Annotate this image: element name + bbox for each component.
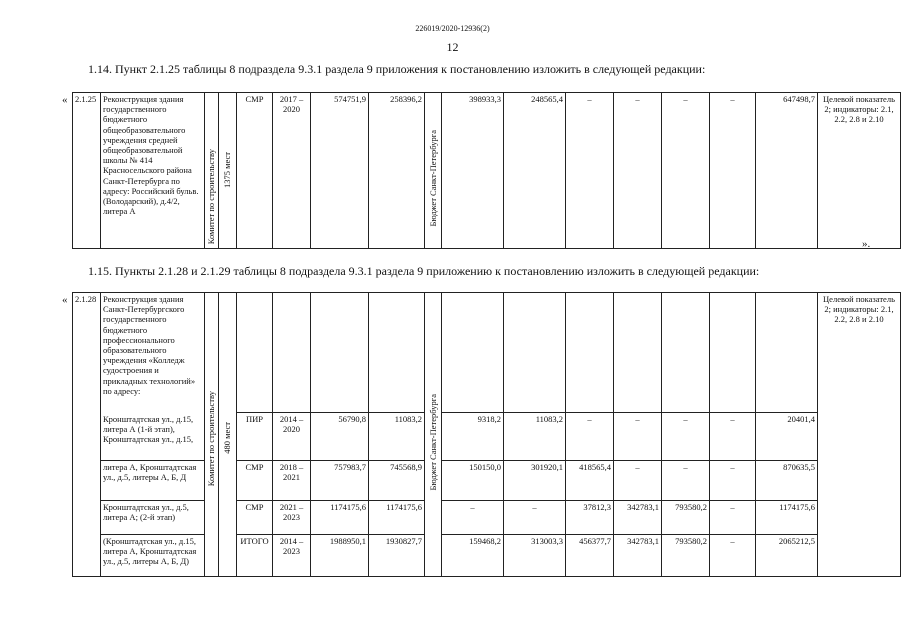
- value-cell: 313003,3: [504, 535, 566, 577]
- table-2-1-25: [72, 92, 901, 249]
- address-cell: Кронштадтская ул., д.5, литера А; (2-й этап): [101, 501, 205, 535]
- table-row: [73, 413, 901, 461]
- capacity-cell: 480 мест: [219, 293, 237, 577]
- value-cell: 456377,7: [566, 535, 614, 577]
- value-cell: 11083,2: [504, 413, 566, 461]
- period-cell: 2014 – 2023: [273, 535, 311, 577]
- table-row: [73, 501, 901, 535]
- value-cell: 159468,2: [442, 535, 504, 577]
- empty-cell: [756, 293, 818, 413]
- stage-cell: ИТОГО: [237, 535, 273, 577]
- empty-cell: [504, 293, 566, 413]
- budget-cell: Бюджет Санкт-Петербурга: [425, 93, 442, 249]
- empty-cell: [311, 293, 369, 413]
- section-heading-1-14: 1.14. Пункт 2.1.25 таблицы 8 подраздела 9.3.1 раздела 9 приложения к постановлению изложить в следующей редакции:: [88, 62, 706, 76]
- value-cell: –: [504, 501, 566, 535]
- value-cell: –: [710, 501, 756, 535]
- item-description: Реконструкция здания Санкт-Петербургского государственного бюджетного профессионального образовательного учреждения «Колледж судостроения и прикладных технологий» по адресу:: [101, 293, 205, 413]
- value-cell: –: [710, 461, 756, 501]
- section-heading-1-15: 1.15. Пункты 2.1.28 и 2.1.29 таблицы 8 подраздела 9.3.1 раздела 9 приложению к постановлению изложить в следующей редакции:: [88, 264, 760, 278]
- value-cell: 1988950,1: [311, 535, 369, 577]
- item-description: Реконструкция здания государственного бюджетного общеобразовательного учреждения средней общеобразовательной школы № 414 Красносельского района Санкт-Петербурга по адресу: Российский бульв. (Володарский), д.4/2, литера А: [101, 93, 205, 249]
- address-cell: Кронштадтская ул., д.15, литера А (1-й этап), Кронштадтская ул., д.15,: [101, 413, 205, 461]
- period-cell: 2014 – 2020: [273, 413, 311, 461]
- stage-cell: СМР: [237, 93, 273, 249]
- value-cell: 342783,1: [614, 535, 662, 577]
- item-number: 2.1.25: [73, 93, 101, 249]
- value-cell: 301920,1: [504, 461, 566, 501]
- table-row: [73, 535, 901, 577]
- value-cell: 793580,2: [662, 535, 710, 577]
- table-row: [73, 461, 901, 501]
- empty-cell: [237, 293, 273, 413]
- empty-cell: [273, 293, 311, 413]
- value-cell: 37812,3: [566, 501, 614, 535]
- value-cell: –: [614, 413, 662, 461]
- value-cell: 1930827,7: [369, 535, 425, 577]
- value-cell: –: [566, 93, 614, 249]
- value-cell: 11083,2: [369, 413, 425, 461]
- total-cell: 2065212,5: [756, 535, 818, 577]
- value-cell: 745568,9: [369, 461, 425, 501]
- item-number: 2.1.28: [73, 293, 101, 577]
- value-cell: 793580,2: [662, 501, 710, 535]
- open-quote-2: «: [62, 294, 68, 306]
- target-cell: Целевой показатель 2; индикаторы: 2.1, 2.2, 2.8 и 2.10: [818, 293, 901, 577]
- total-cell: 647498,7: [756, 93, 818, 249]
- empty-cell: [442, 293, 504, 413]
- value-cell: 9318,2: [442, 413, 504, 461]
- value-cell: 56790,8: [311, 413, 369, 461]
- page-number: 12: [446, 40, 459, 54]
- value-cell: –: [662, 461, 710, 501]
- value-cell: –: [710, 413, 756, 461]
- period-cell: 2021 – 2023: [273, 501, 311, 535]
- target-cell: Целевой показатель 2; индикаторы: 2.1, 2.2, 2.8 и 2.10: [818, 93, 901, 249]
- value-cell: 574751,9: [311, 93, 369, 249]
- address-cell: (Кронштадтская ул., д.15, литера А, Кронштадтская ул., д.5, литеры А, Б, Д): [101, 535, 205, 577]
- close-quote-1: ».: [862, 238, 871, 250]
- agency-cell: Комитет по строительству: [205, 93, 219, 249]
- value-cell: –: [710, 535, 756, 577]
- value-cell: –: [614, 461, 662, 501]
- value-cell: 248565,4: [504, 93, 566, 249]
- empty-cell: [369, 293, 425, 413]
- value-cell: 418565,4: [566, 461, 614, 501]
- table-2-1-28: [72, 292, 901, 577]
- period-cell: 2017 – 2020: [273, 93, 311, 249]
- value-cell: –: [662, 93, 710, 249]
- total-cell: 870635,5: [756, 461, 818, 501]
- address-cell: литера А, Кронштадтская ул., д.5, литеры А, Б, Д: [101, 461, 205, 501]
- capacity-cell: 1375 мест: [219, 93, 237, 249]
- empty-cell: [566, 293, 614, 413]
- value-cell: –: [710, 93, 756, 249]
- value-cell: –: [662, 413, 710, 461]
- empty-cell: [662, 293, 710, 413]
- agency-cell: Комитет по строительству: [205, 293, 219, 577]
- value-cell: –: [566, 413, 614, 461]
- value-cell: 150150,0: [442, 461, 504, 501]
- value-cell: 342783,1: [614, 501, 662, 535]
- total-cell: 1174175,6: [756, 501, 818, 535]
- empty-cell: [614, 293, 662, 413]
- document-number: 226019/2020-12936(2): [415, 24, 490, 33]
- total-cell: 20401,4: [756, 413, 818, 461]
- value-cell: –: [614, 93, 662, 249]
- value-cell: 258396,2: [369, 93, 425, 249]
- stage-cell: СМР: [237, 461, 273, 501]
- open-quote-1: «: [62, 94, 68, 106]
- budget-cell: Бюджет Санкт-Петербурга: [425, 293, 442, 577]
- stage-cell: ПИР: [237, 413, 273, 461]
- value-cell: –: [442, 501, 504, 535]
- empty-cell: [710, 293, 756, 413]
- stage-cell: СМР: [237, 501, 273, 535]
- period-cell: 2018 – 2021: [273, 461, 311, 501]
- value-cell: 398933,3: [442, 93, 504, 249]
- value-cell: 1174175,6: [369, 501, 425, 535]
- value-cell: 757983,7: [311, 461, 369, 501]
- value-cell: 1174175,6: [311, 501, 369, 535]
